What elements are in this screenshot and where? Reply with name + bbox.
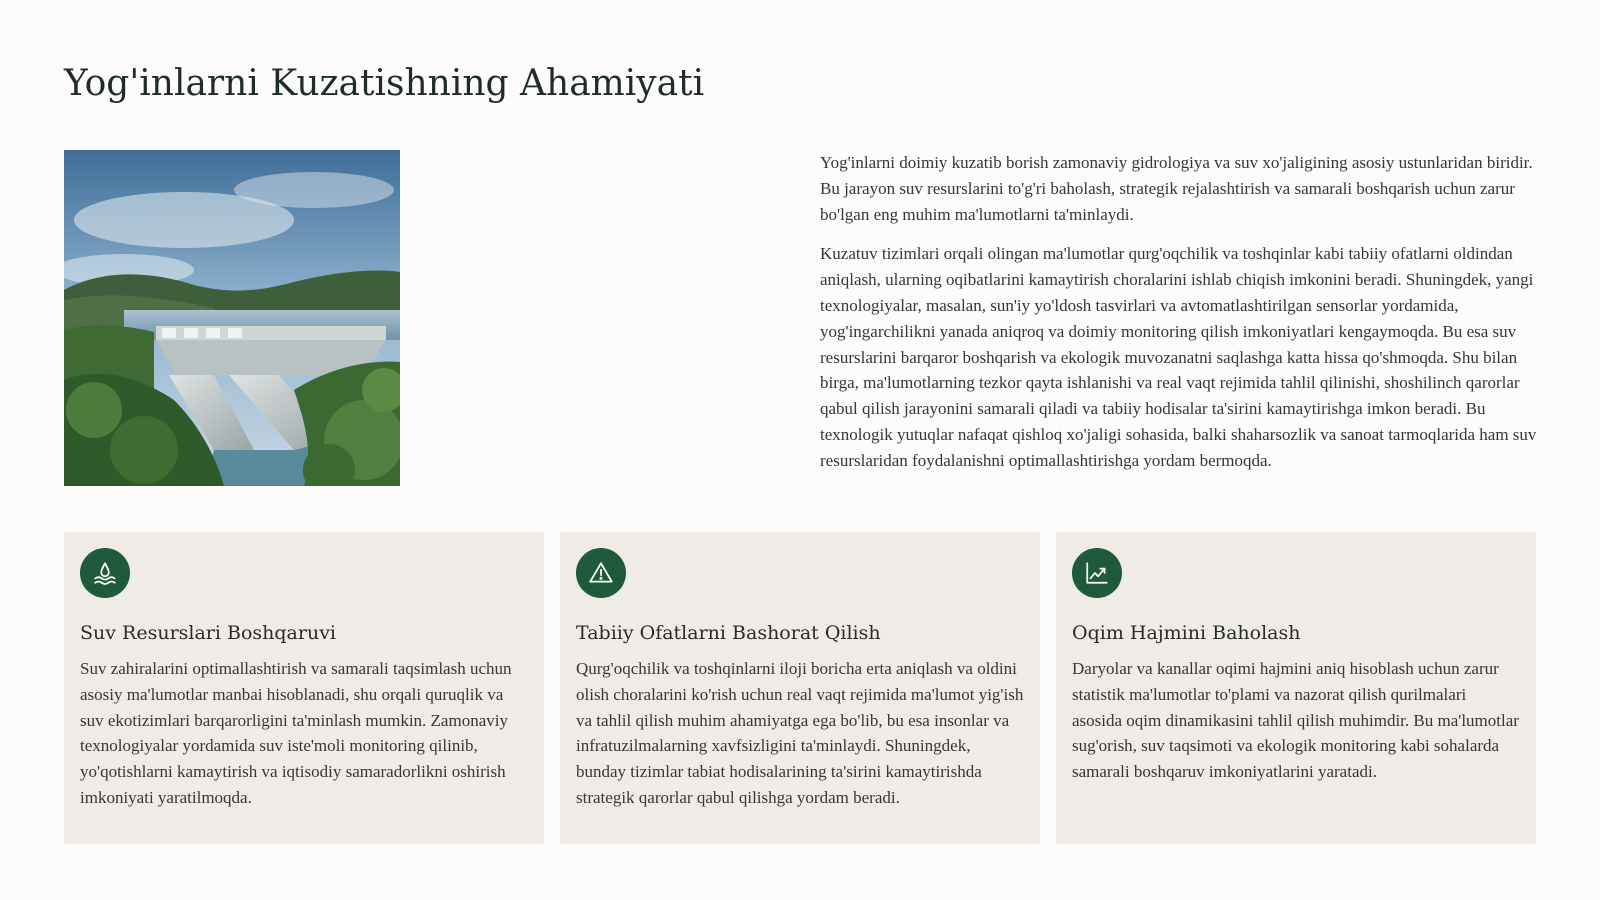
card-title: Oqim Hajmini Baholash (1072, 622, 1301, 644)
intro-paragraph-2: Kuzatuv tizimlari orqali olingan ma'lumotlar qurg'oqchilik va toshqinlar kabi tabiiy ofatlarni oldindan aniqlash, ularning oqibatlarini kamaytirish choralarini ishlab chiqish imkonini beradi. Shuningdek, yangi texnologiyalar, masalan, sun'iy yo'ldosh tasvirlari va avtomatlashtirilgan sensorlar yordamida, yog'ingarchilikni yanada aniqroq va doimiy monitoring qilish imkoniyatlari kengaymoqda. Bu esa suv resurslarini barqaror boshqarish va ekologik muvozanatni saqlashga katta hissa qo'shmoqda. Shu bilan birga, ma'lumotlarning tezkor qayta ishlanishi va real vaqt rejimida tahlil qilinishi, shoshilinch qarorlar qabul qilish jarayonini samarali qiladi va tabiiy hodisalar ta'sirini kamaytirishga imkon beradi. Bu texnologik yutuqlar nafaqat qishloq xo'jaligi sohasida, balki shaharsozlik va sanoat tarmoqlarida ham suv resurslaridan foydalanishni optimallashtirishga yordam bermoqda. (820, 244, 1537, 470)
intro-paragraph-1: Yog'inlarni doimiy kuzatib borish zamonaviy gidrologiya va suv xo'jaligining asosiy ustunlaridan biridir. Bu jarayon suv resurslarini to'g'ri baholash, strategik rejalashtirish va samarali boshqarish uchun zarur bo'lgan eng muhim ma'lumotlarni ta'minlaydi. (820, 153, 1533, 224)
dam-landscape-photo (64, 150, 400, 486)
card-flow-assessment (1056, 532, 1536, 844)
card-title: Suv Resurslari Boshqaruvi (80, 622, 337, 644)
card-text: Daryolar va kanallar oqimi hajmini aniq hisoblash uchun zarur statistik ma'lumotlar to'plami va nazorat qilish qurilmalari asosida oqim dinamikasini tahlil qilish muhimdir. Bu ma'lumotlar sug'orish, suv taqsimoti va ekologik monitoring kabi sohalarda samarali boshqaruv imkoniyatlarini yaratadi. (1072, 659, 1519, 782)
intro-text (820, 150, 1540, 488)
card-disaster-forecast (560, 532, 1040, 844)
dam-landscape-image (64, 150, 400, 486)
page-title: Yog'inlarni Kuzatishning Ahamiyati (64, 63, 705, 104)
warning-triangle-icon (576, 548, 626, 598)
card-text: Qurg'oqchilik va toshqinlarni iloji boricha erta aniqlash va oldini olish choralarini ko'rish uchun real vaqt rejimida ma'lumot yig'ish va tahlil qilish muhim ahamiyatga ega bo'lib, bu esa insonlar va infratuzilmalarning xavfsizligini ta'minlaydi. Shuningdek, bunday tizimlar tabiat hodisalarining ta'sirini kamaytirishda strategik qarorlar qabul qilishga yordam beradi. (576, 659, 1024, 807)
card-title: Tabiiy Ofatlarni Bashorat Qilish (576, 622, 881, 644)
card-text: Suv zahiralarini optimallashtirish va samarali taqsimlash uchun asosiy ma'lumotlar manbai hisoblanadi, shu orqali quruqlik va suv ekotizimlari barqarorligini ta'minlash mumkin. Zamonaviy texnologiyalar yordamida suv iste'moli monitoring qilinib, yo'qotishlarni kamaytirish va iqtisodiy samaradorlikni oshirish imkoniyati yaratilmoqda. (80, 659, 512, 807)
card-water-resources (64, 532, 544, 844)
trending-up-chart-icon (1072, 548, 1122, 598)
feature-cards (64, 532, 1536, 844)
water-drop-waves-icon (80, 548, 130, 598)
